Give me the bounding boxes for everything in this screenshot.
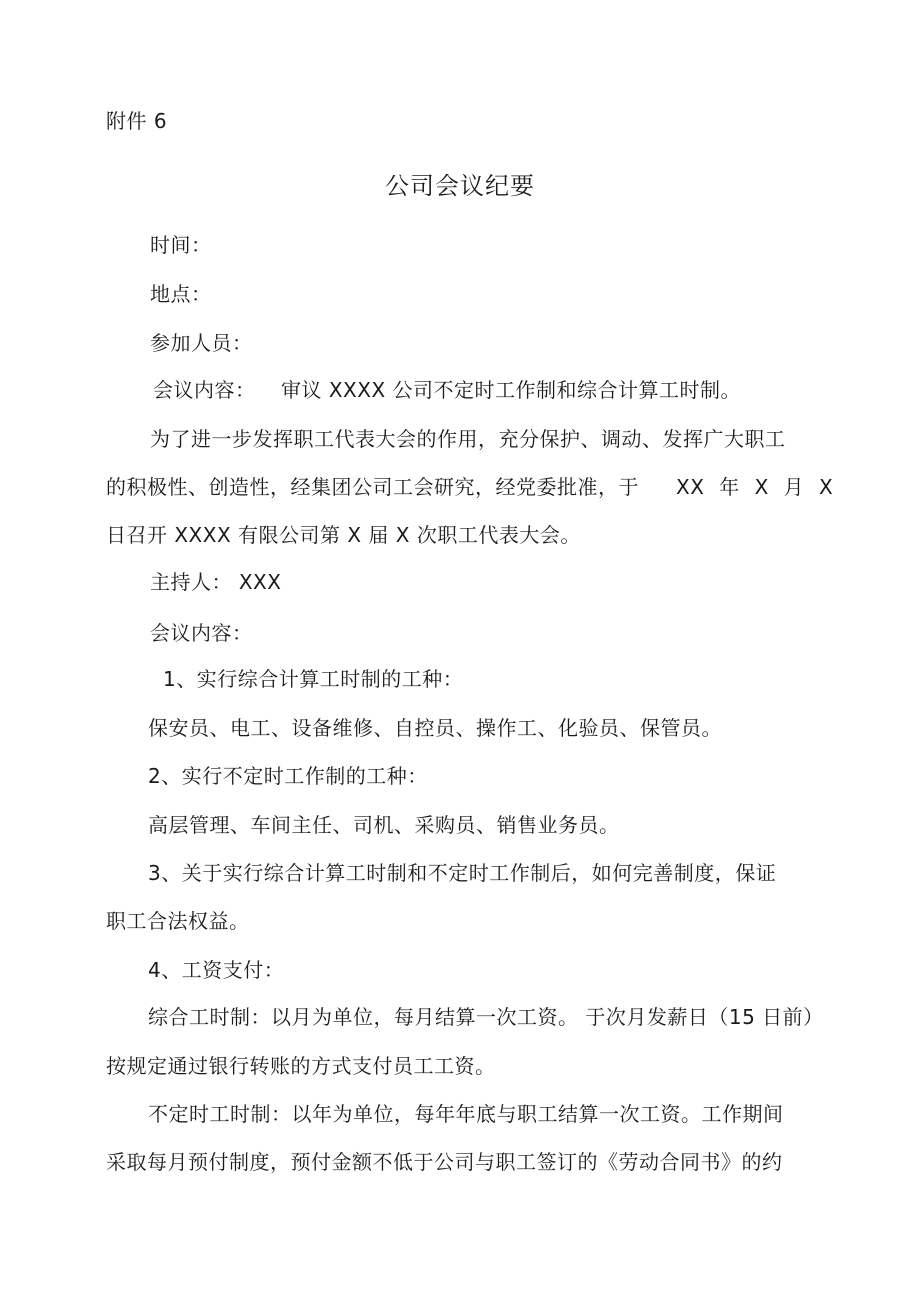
content-text: 审议 XXXX 公司不定时工作制和综合计算工时制。 <box>281 378 742 402</box>
item2-heading: 2、实行不定时工作制的工种： <box>148 764 428 788</box>
content-label: 会议内容： <box>153 378 256 402</box>
item3-line-2: 职工合法权益。 <box>106 909 250 933</box>
intro-line-1: 为了进一步发挥职工代表大会的作用，充分保护、调动、发挥广大职工 <box>150 427 786 451</box>
intro-line-3: 日召开 XXXX 有限公司第 X 届 X 次职工代表大会。 <box>106 523 581 547</box>
host-field: 主持人： XXX <box>150 570 282 594</box>
item1-heading: 1、实行综合计算工时制的工种： <box>163 667 464 691</box>
time-field: 时间： <box>150 233 212 257</box>
place-field: 地点： <box>150 282 212 306</box>
item4-heading: 4、工资支付： <box>148 958 285 982</box>
item4-p2-line-1: 不定时工时制：以年为单位，每年年底与职工结算一次工资。工作期间 <box>148 1102 784 1126</box>
attachment-label: 附件 6 <box>106 109 168 133</box>
participants-field: 参加人员： <box>150 331 253 355</box>
item4-p2-line-2: 采取每月预付制度，预付金额不低于公司与职工签订的《劳动合同书》的约 <box>106 1150 783 1174</box>
document-title: 公司会议纪要 <box>385 172 535 200</box>
item2-text: 高层管理、车间主任、司机、采购员、销售业务员。 <box>148 813 620 837</box>
item4-p1-line-2: 按规定通过银行转账的方式支付员工工资。 <box>106 1054 496 1078</box>
intro-line-2: 的积极性、创造性，经集团公司工会研究，经党委批准，于 <box>106 475 639 499</box>
item1-text: 保安员、电工、设备维修、自控员、操作工、化验员、保管员。 <box>148 716 722 740</box>
intro-date: XX 年 X 月 X <box>676 475 834 499</box>
item3-line-1: 3、关于实行综合计算工时制和不定时工作制后，如何完善制度，保证 <box>148 861 777 885</box>
content-heading: 会议内容： <box>150 621 253 645</box>
item4-p1-line-1: 综合工时制：以月为单位，每月结算一次工资。 于次月发薪日（15 日前） <box>148 1005 824 1029</box>
